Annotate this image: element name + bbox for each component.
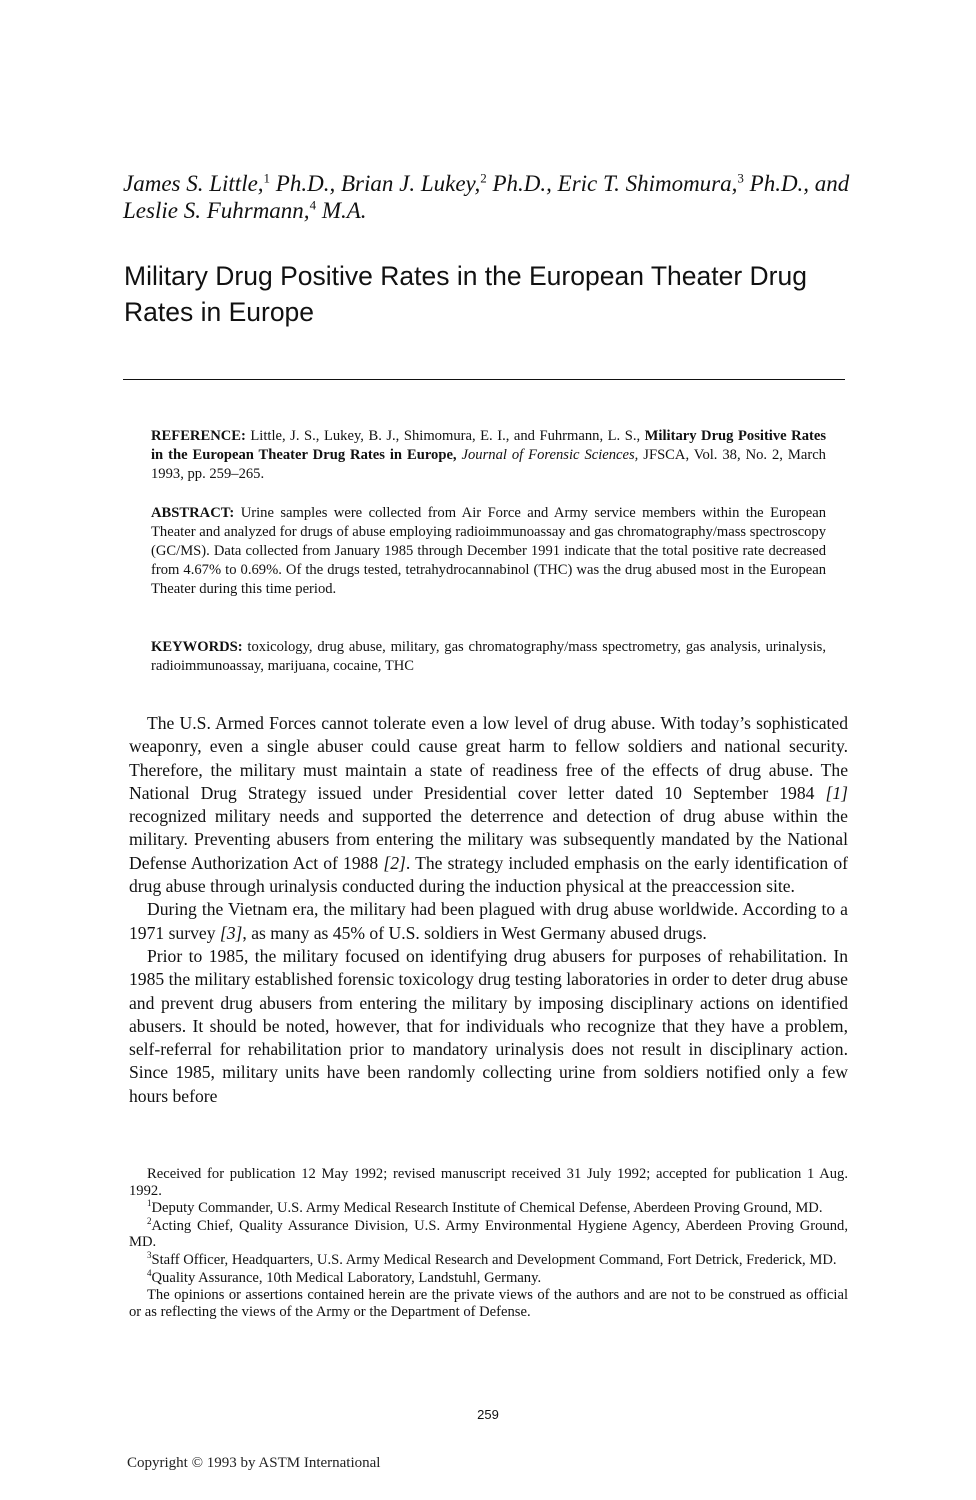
body-text-run: The U.S. Armed Forces cannot tolerate even a low level of drug abuse. With today’s sophisticated weaponry, even a single abuser could cause great harm to fellow soldiers and national security. Therefore, the military must maintain a state of readiness free of the effects of drug abuse. The National Drug Strategy issued under Presidential cover letter dated 10 September 1984 bbox=[129, 713, 848, 803]
footnote bbox=[129, 1200, 848, 1217]
citation: [3] bbox=[219, 922, 243, 943]
footnote-marker: 4 bbox=[147, 1267, 152, 1278]
abstract-block bbox=[151, 504, 826, 599]
reference-article-title: Military Drug Positive Rates in the European Theater Drug Rates in Europe, bbox=[151, 428, 827, 463]
author-name: James S. Little, bbox=[123, 171, 264, 196]
footnote-marker: 1 bbox=[147, 1198, 152, 1209]
footnote-text: Deputy Commander, U.S. Army Medical Research Institute of Chemical Defense, Aberdeen Proving Ground, MD. bbox=[151, 1200, 823, 1217]
reference-block bbox=[151, 427, 826, 484]
article-title: Military Drug Positive Rates in the European Theater Drug Rates in Europe bbox=[124, 261, 807, 327]
body-text bbox=[129, 712, 848, 1108]
body-paragraph: Prior to 1985, the military focused on identifying drug abusers for purposes of rehabilitation. In 1985 the military established forensic toxicology drug testing laboratories in order to deter drug abuse and prevent drug abusers from entering the military by imposing disciplinary actions on identified abusers. It should be noted, however, that for individuals who recognize that they have a problem, self-referral for rehabilitation prior to mandatory urinalysis does not result in disciplinary action. Since 1985, military units have been randomly collecting urine from soldiers notified only a few hours before bbox=[129, 945, 848, 1106]
reference-journal: Journal of Forensic Sciences, bbox=[456, 447, 639, 463]
reference-details: JFSCA, Vol. 38, No. 2, March 1993, pp. 259–265. bbox=[151, 447, 826, 482]
citation: [1] bbox=[825, 782, 848, 803]
author-name: Eric T. Shimomura, bbox=[557, 171, 738, 196]
citation: [2] bbox=[383, 852, 406, 873]
reference-authors: Little, J. S., Lukey, B. J., Shimomura, E. I., and Fuhrmann, L. S., bbox=[245, 428, 645, 444]
author-degree: Ph.D., bbox=[270, 171, 341, 196]
affiliation-marker: 4 bbox=[309, 197, 317, 213]
page-number: 259 bbox=[477, 1407, 499, 1422]
body-text-run: . The strategy included emphasis on the early identification of drug abuse through urinalysis conducted during the induction physical at the preaccession site. bbox=[129, 852, 848, 897]
footnote bbox=[129, 1215, 848, 1251]
author-degree: Ph.D., and bbox=[743, 171, 850, 196]
affiliation-marker: 3 bbox=[737, 170, 744, 186]
abstract-label: ABSTRACT: bbox=[151, 505, 235, 521]
author-degree: Ph.D., bbox=[486, 171, 558, 196]
footnote-marker: 3 bbox=[147, 1250, 152, 1261]
author-list bbox=[123, 170, 863, 224]
author-degree: M.A. bbox=[316, 198, 367, 223]
footnote-received: Received for publication 12 May 1992; revised manuscript received 31 July 1992; accepted for publication 1 Aug. 1992. bbox=[129, 1166, 848, 1199]
footnote-marker: 2 bbox=[147, 1215, 152, 1226]
footnote-text: Staff Officer, Headquarters, U.S. Army Medical Research and Development Command, Fort Detrick, Frederick, MD. bbox=[151, 1251, 837, 1268]
body-text-run: , as many as 45% of U.S. soldiers in West Germany abused drugs. bbox=[242, 922, 707, 943]
reference-label: REFERENCE: bbox=[151, 428, 246, 444]
copyright-notice: Copyright © 1993 by ASTM International bbox=[127, 1455, 381, 1471]
body-text-run: During the Vietnam era, the military had been plagued with drug abuse worldwide. According to a 1971 survey bbox=[129, 899, 848, 943]
keywords-block bbox=[151, 638, 826, 676]
body-paragraph bbox=[129, 712, 848, 898]
title-divider bbox=[123, 379, 845, 380]
author-name: Leslie S. Fuhrmann, bbox=[123, 198, 310, 223]
body-paragraph bbox=[129, 898, 848, 945]
footnote-text: Acting Chief, Quality Assurance Division, U.S. Army Environmental Hygiene Agency, Aberdeen Proving Ground, MD. bbox=[129, 1217, 848, 1251]
footnote-disclaimer: The opinions or assertions contained herein are the private views of the authors and are not to be construed as official or as reflecting the views of the Army or the Department of Defense. bbox=[129, 1287, 848, 1320]
abstract-text: Urine samples were collected from Air Force and Army service members within the European Theater and analyzed for drugs of abuse employing radioimmunoassay and gas chromatography/mass spectroscopy (GC/MS). Data collected from January 1985 through December 1991 indicate that the total positive rate decreased from 4.67% to 0.69%. Of the drugs tested, tetrahydrocannabinol (THC) was the drug abused most in the European Theater during this time period. bbox=[151, 505, 826, 597]
keywords-text: toxicology, drug abuse, military, gas chromatography/mass spectrometry, gas analysis, urinalysis, radioimmunoassay, marijuana, cocaine, THC bbox=[151, 639, 826, 674]
footnote bbox=[129, 1252, 848, 1269]
affiliation-marker: 1 bbox=[263, 170, 271, 186]
affiliation-marker: 2 bbox=[480, 170, 487, 186]
footnote-text: Quality Assurance, 10th Medical Laboratory, Landstuhl, Germany. bbox=[151, 1269, 542, 1286]
author-name: Brian J. Lukey, bbox=[340, 171, 481, 196]
footnote bbox=[129, 1267, 848, 1287]
footnotes bbox=[129, 1166, 848, 1321]
keywords-label: KEYWORDS: bbox=[151, 639, 243, 655]
body-text-run: recognized military needs and supported the deterrence and detection of drug abuse within the military. Preventing abusers from entering the military was subsequently mandated by the National Defense Authorization Act of 1988 bbox=[129, 806, 848, 873]
